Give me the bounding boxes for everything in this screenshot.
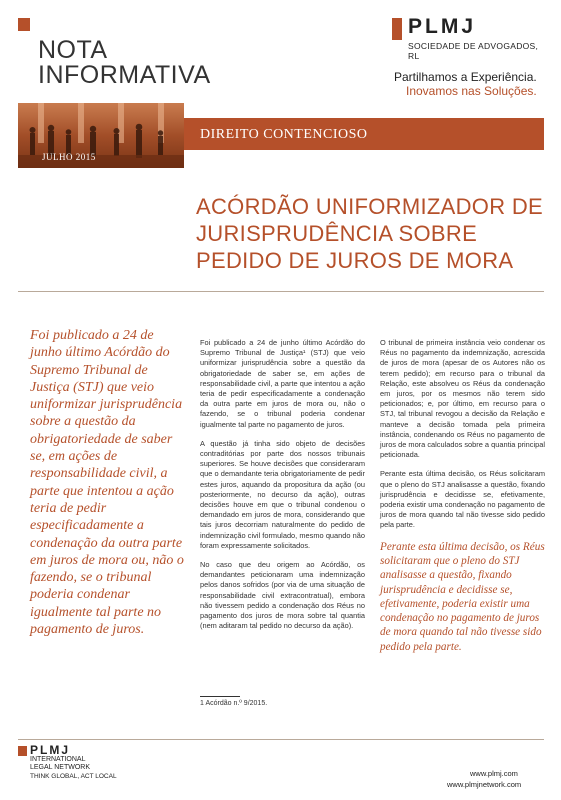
footer-logo-name: PLMJ xyxy=(30,743,71,757)
body-paragraph: Foi publicado a 24 de junho último Acórdão do Supremo Tribunal de Justiça¹ (STJ) que veio uniformizar jurisprudência sobre a questão da obrigatoriedade de saber se, em ações de responsabilidade civil, a parte que intentou a ação teria de pedir especificadamente a condenação da outra parte em juros de mora ou, não o fazendo, se o tribunal poderia condenar igualmente tal parte no pagamento de juros. xyxy=(200,338,365,429)
logo-accent-square xyxy=(392,18,402,40)
footer-logo-tagline: THINK GLOBAL, ACT LOCAL xyxy=(30,773,117,780)
body-paragraph: No caso que deu origem ao Acórdão, os demandantes peticionaram uma indemnização pelos danos sofridos (por via de uma situação de responsabilidade civil extracontratual), embora não tivessem pedido a condenação dos Réus no pagamento dos juros de mora sobre tal quantia (nem aditaram tal pedido no decurso da ação). xyxy=(200,560,365,631)
section-title: DIREITO CONTENCIOSO xyxy=(200,127,368,142)
footer-logo-accent xyxy=(18,746,27,756)
doc-type-title-line2: INFORMATIVA xyxy=(38,61,211,89)
body-paragraph: O tribunal de primeira instância veio condenar os Réus no pagamento da indemnização, acrescida de juros de mora (apesar de os Autores não os terem pedido); em recurso para o tribunal da Relação, este absolveu os Réus da condenação em juros, por os mesmos não terem sido peticionados; e, por último, em recurso para o STJ, tal tribunal revogou a decisão da Relação e manteve a decisão tomada pela primeira instância, condenando os Réus no pagamento de juros de mora calculados sobre a quantia principal peticionada. xyxy=(380,338,545,460)
doc-type-title-line1: NOTA xyxy=(38,36,108,64)
tagline-line1: Partilhamos a Experiência. xyxy=(394,70,537,84)
footer-logo-line2: LEGAL NETWORK xyxy=(30,764,91,771)
body-paragraph: Perante esta última decisão, os Réus solicitaram que o pleno do STJ analisasse a questão, fixando jurisprudência e decidisse se, efetivamente, poderia existir uma condenação no pagamento de juros de mora quando tal não tivesse sido pedido pela parte. xyxy=(380,469,545,530)
issue-date: JULHO 2015 xyxy=(42,152,96,162)
body-column-3 xyxy=(380,338,545,654)
footer-logo-line1: INTERNATIONAL xyxy=(30,756,86,763)
pull-quote: Perante esta última decisão, os Réus solicitaram que o pleno do STJ analisasse a questão, fixando jurisprudência e decidisse se, efetivamente, poderia existir uma condenação no pagamento de juros de mora quando tal não tivesse sido pedido pela parte. xyxy=(380,540,545,653)
logo-name: PLMJ xyxy=(408,15,477,38)
website-link[interactable]: www.plmj.com xyxy=(470,769,518,778)
footer-divider xyxy=(18,739,544,740)
logo-subtitle: SOCIEDADE DE ADVOGADOS, RL xyxy=(408,41,539,61)
body-column-2 xyxy=(200,338,365,640)
plmj-logo xyxy=(392,16,542,61)
footer-logo xyxy=(30,744,150,781)
article-headline: ACÓRDÃO UNIFORMIZADOR DE JURISPRUDÊNCIA SOBRE PEDIDO DE JUROS DE MORA xyxy=(196,194,543,273)
footnote: 1 Acórdão n.º 9/2015. xyxy=(200,700,268,707)
headline-divider xyxy=(18,291,544,292)
tagline-line2: Inovamos nas Soluções. xyxy=(406,84,537,98)
footnote-divider xyxy=(200,696,240,697)
body-paragraph: A questão já tinha sido objeto de decisões contraditórias por parte dos nossos tribunais superiores. Se houve decisões que consideraram que o demandante teria obrigatoriamente de pedir estes juros, aquando da propositura da ação (ou posteriormente, no decurso da ação), outras decisões houve em que o tribunal condenou o demandado em juros de mora, considerando que tais juros decorriam naturalmente do pedido de indemnização civil formulado, mesmo quando não foram expressamente solicitados. xyxy=(200,438,365,550)
header-accent-square xyxy=(18,18,30,31)
network-website-link[interactable]: www.plmjnetwork.com xyxy=(447,780,522,789)
lead-summary: Foi publicado a 24 de junho último Acórdão do Supremo Tribunal de Justiça (STJ) que veio uniformizar jurisprudência sobre a questão da obrigatoriedade de saber se, em ações de responsabilidade civil, a parte que intentou a ação teria de pedir especificadamente a condenação da outra parte em juros de mora ou, não o fazendo, se o tribunal poderia condenar igualmente tal parte no pagamento de juros. xyxy=(30,328,184,638)
